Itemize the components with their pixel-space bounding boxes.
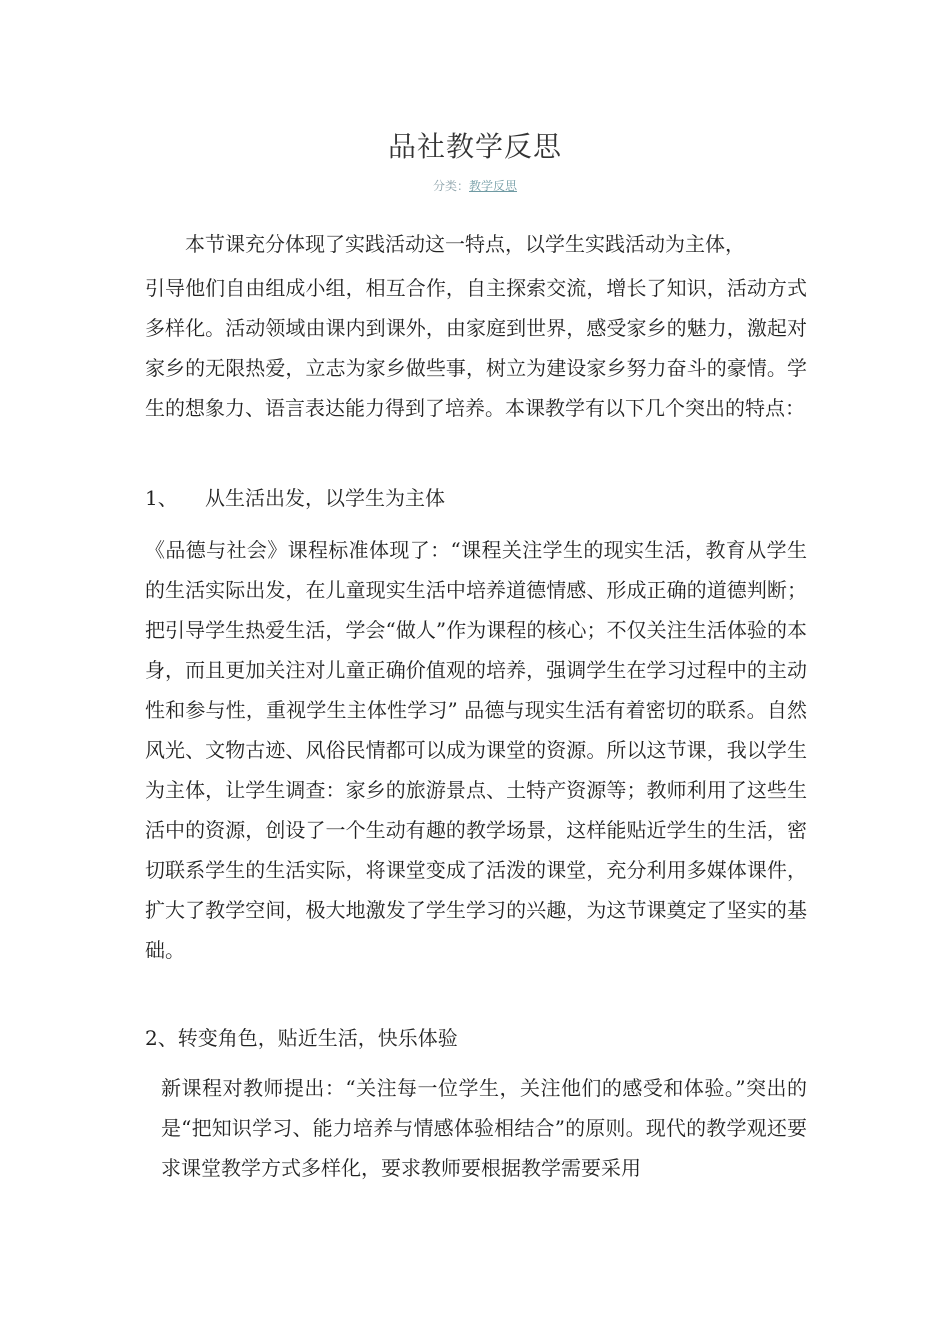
section-1-title: 从生活出发，以学生为主体: [205, 486, 445, 510]
category-label: 分类：: [432, 179, 469, 193]
section-heading-2: 2、转变角色，贴近生活，快乐体验: [145, 1026, 458, 1050]
intro-first-line: 本节课充分体现了实践活动这一特点，以学生实践活动为主体，: [185, 232, 745, 256]
category-line: [0, 177, 950, 195]
section-2-body: 新课程对教师提出：“关注每一位学生，关注他们的感受和体验。”突出的是“把知识学习、能力培养与情感体验相结合”的原则。现代的教学观还要求课堂教学方式多样化，要求教师要根据教学需要采用: [161, 1076, 807, 1180]
category-link[interactable]: 教学反思: [469, 179, 518, 193]
section-heading-1: [145, 478, 445, 518]
intro-body: 引导他们自由组成小组，相互合作，自主探索交流，增长了知识，活动方式多样化。活动领域由课内到课外，由家庭到世界，感受家乡的魅力，激起对家乡的无限热爱，立志为家乡做些事，树立为建设家乡努力奋斗的豪情。学生的想象力、语言表达能力得到了培养。本课教学有以下几个突出的特点：: [145, 276, 807, 420]
document-title: 品社教学反思: [387, 130, 562, 163]
section-1-body: 《品德与社会》课程标准体现了：“课程关注学生的现实生活，教育从学生的生活实际出发，在儿童现实生活中培养道德情感、形成正确的道德判断；把引导学生热爱生活，学会“做人”作为课程的核心；不仅关注生活体验的本身，而且更加关注对儿童正确价值观的培养，强调学生在学习过程中的主动性和参与性，重视学生主体性学习” 品德与现实生活有着密切的联系。自然风光、文物古迹、风俗民情都可以成为课堂的资源。所以这节课，我以学生为主体，让学生调查：家乡的旅游景点、土特产资源等；教师利用了这些生活中的资源，创设了一个生动有趣的教学场景，这样能贴近学生的生活，密切联系学生的生活实际，将课堂变成了活泼的课堂，充分利用多媒体课件，扩大了教学空间，极大地激发了学生学习的兴趣，为这节课奠定了坚实的基础。: [145, 538, 807, 962]
section-1-paragraph: [145, 530, 807, 970]
intro-paragraph: [145, 220, 807, 428]
section-2-paragraph: [145, 1068, 807, 1188]
section-1-number: 1、: [145, 486, 178, 510]
